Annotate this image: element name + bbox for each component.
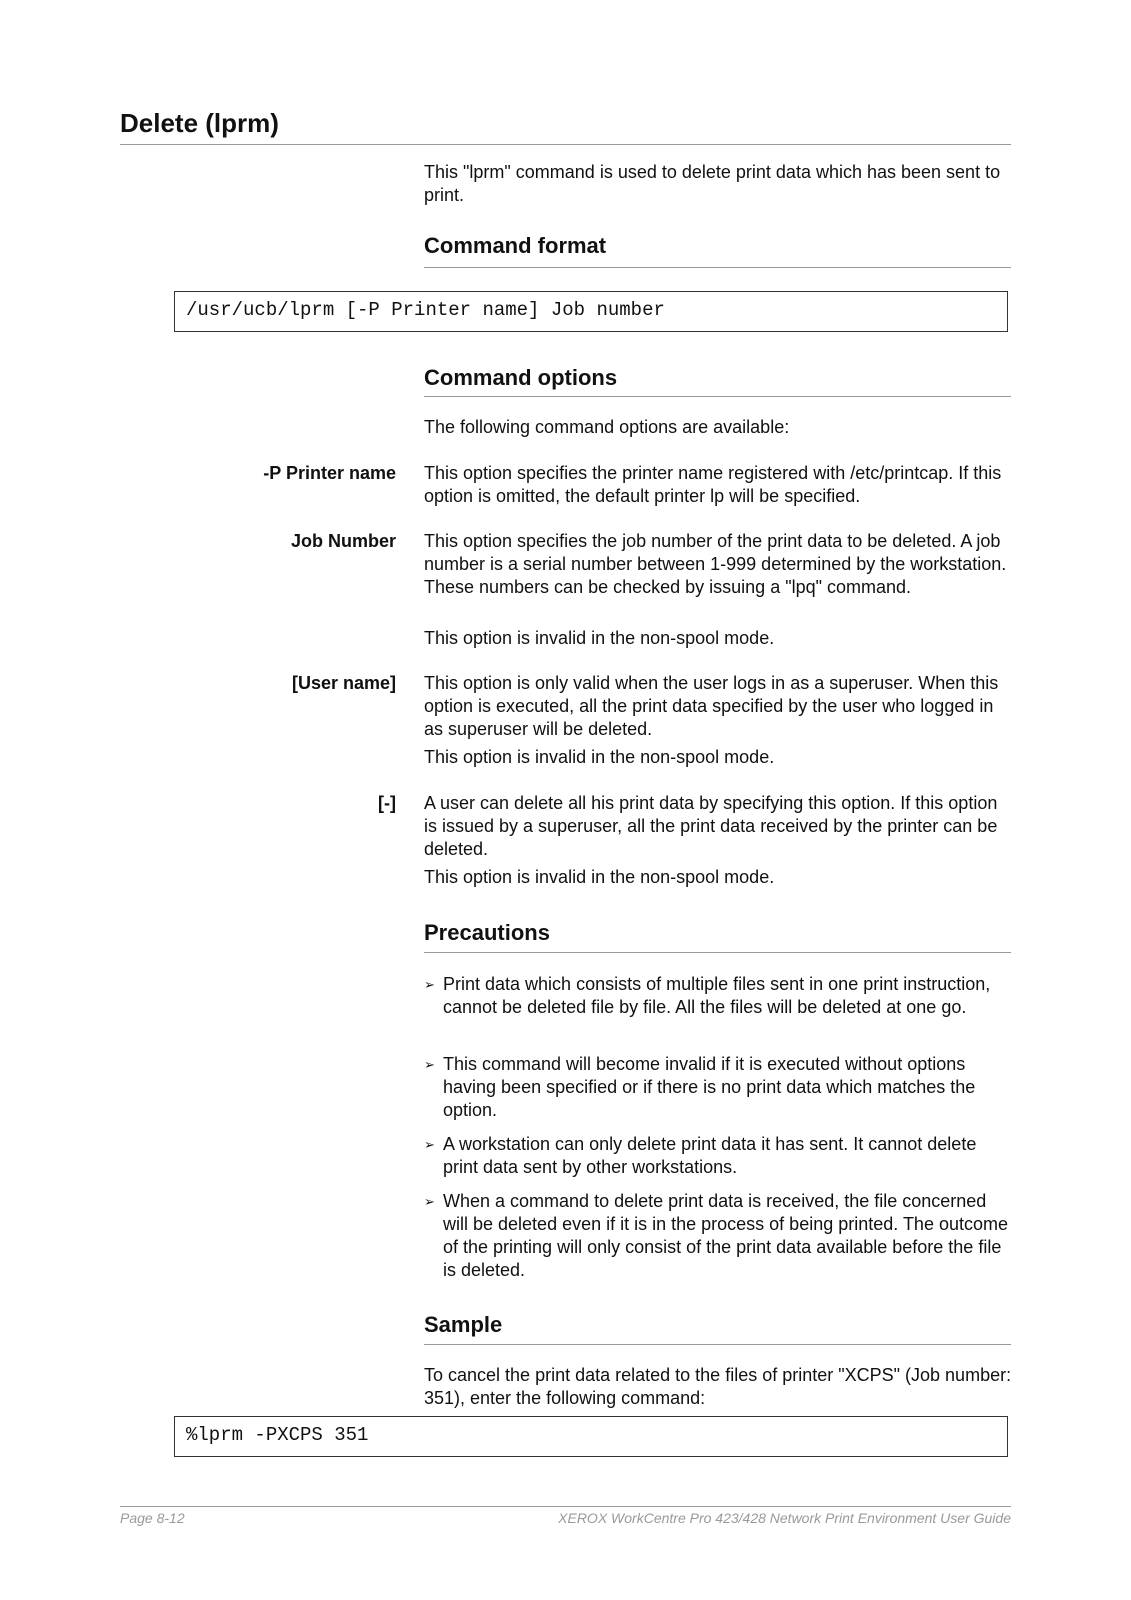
option-label-job-number: Job Number bbox=[290, 531, 396, 551]
footer-page-number: Page 8-12 bbox=[120, 1510, 185, 1526]
list-item bbox=[424, 1190, 1014, 1282]
precaution-text: Print data which consists of multiple files sent in one print instruction, cannot be deleted file by file. All the files will be deleted at one go. bbox=[443, 974, 991, 1017]
sample-divider bbox=[424, 1344, 1011, 1345]
precautions-heading: Precautions bbox=[424, 920, 550, 945]
command-options-heading: Command options bbox=[424, 365, 618, 390]
sample-code: %lprm -PXCPS 351 bbox=[174, 1416, 1008, 1457]
command-format-heading: Command format bbox=[424, 233, 607, 258]
title-divider bbox=[120, 144, 1011, 145]
option-label-printer-name: -P Printer name bbox=[263, 463, 396, 483]
footer-divider bbox=[120, 1506, 1011, 1507]
precaution-text: A workstation can only delete print data it has sent. It cannot delete print data sent by other workstations. bbox=[443, 1134, 977, 1177]
list-item bbox=[424, 1133, 1014, 1179]
option-note-all: This option is invalid in the non-spool mode. bbox=[424, 867, 775, 887]
precautions-divider bbox=[424, 952, 1011, 953]
precaution-text: This command will become invalid if it is executed without options having been specified or if there is no print data which matches the option. bbox=[443, 1054, 976, 1120]
option-desc-user-name: This option is only valid when the user logs in as a superuser. When this option is executed, all the print data specified by the user who logged in as superuser will be deleted. bbox=[424, 673, 999, 739]
sample-heading: Sample bbox=[424, 1312, 503, 1337]
arrowhead-bullet-icon: ➢ bbox=[424, 977, 435, 992]
command-options-intro: The following command options are available: bbox=[424, 417, 790, 437]
list-item bbox=[424, 1053, 1014, 1122]
sample-paragraph: To cancel the print data related to the files of printer "XCPS" (Job number: 351), enter the following command: bbox=[424, 1365, 1012, 1408]
list-item bbox=[424, 973, 1014, 1019]
option-note-user-name: This option is invalid in the non-spool mode. bbox=[424, 747, 775, 767]
arrowhead-bullet-icon: ➢ bbox=[424, 1137, 435, 1152]
command-format-divider bbox=[424, 267, 1011, 268]
option-label-user-name: [User name] bbox=[291, 673, 396, 693]
page-title: Delete (lprm) bbox=[120, 108, 279, 138]
command-format-code: /usr/ucb/lprm [-P Printer name] Job number bbox=[174, 291, 1008, 332]
intro-paragraph: This "lprm" command is used to delete print data which has been sent to print. bbox=[424, 162, 1001, 205]
command-options-divider bbox=[424, 396, 1011, 397]
precaution-text: When a command to delete print data is received, the file concerned will be deleted even if it is in the process of being printed. The outcome of the printing will only consist of the print data available before the file is deleted. bbox=[443, 1191, 1008, 1280]
option-note-job-number: This option is invalid in the non-spool mode. bbox=[424, 628, 775, 648]
option-desc-printer-name: This option specifies the printer name registered with /etc/printcap. If this option is omitted, the default printer lp will be specified. bbox=[424, 463, 1002, 506]
option-desc-job-number: This option specifies the job number of the print data to be deleted. A job number is a serial number between 1-999 determined by the workstation. These numbers can be checked by issuing a "lpq" command. bbox=[424, 531, 1007, 597]
footer-guide-title: XEROX WorkCentre Pro 423/428 Network Print Environment User Guide bbox=[558, 1510, 1011, 1526]
arrowhead-bullet-icon: ➢ bbox=[424, 1057, 435, 1072]
option-desc-all: A user can delete all his print data by specifying this option. If this option is issued by a superuser, all the print data received by the printer can be deleted. bbox=[424, 793, 998, 859]
arrowhead-bullet-icon: ➢ bbox=[424, 1194, 435, 1209]
option-label-all: [-] bbox=[378, 793, 396, 813]
